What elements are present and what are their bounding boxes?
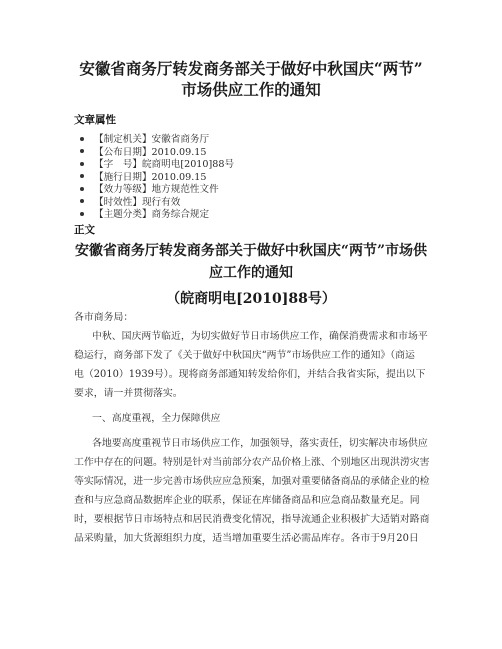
attributes-heading: 文章属性 bbox=[74, 114, 116, 126]
document-number: （皖商明电[2010]88号） bbox=[166, 291, 336, 307]
paragraph-line: 要求，请一并贯彻落实。 bbox=[74, 388, 183, 399]
paragraph-line: 各地要高度重视节日市场供应工作，加强领导，落实责任，切实解决市场供应 bbox=[92, 438, 428, 449]
bullet-icon bbox=[80, 187, 84, 191]
attribute-text: 【施行日期】2010.09.15 bbox=[94, 171, 207, 183]
bullet-icon bbox=[80, 212, 84, 216]
paragraph-line: 时，要根据节日市场特点和居民消费变化情况，指导流通企业积极扩大适销对路商 bbox=[74, 514, 430, 525]
bullet-icon bbox=[80, 174, 84, 178]
document-title-line-1: 安徽省商务厅转发商务部关于做好中秋国庆“两节” bbox=[79, 59, 423, 78]
paragraph-line: 工作中存在的问题。特别是针对当前部分农产品价格上涨、个别地区出现洪涝灾害 bbox=[74, 457, 430, 468]
attributes-list bbox=[80, 134, 234, 222]
attribute-text: 【公布日期】2010.09.15 bbox=[94, 146, 207, 158]
paragraph-line: 等实际情况，进一步完善市场供应应急预案，加强对重要储备商品的承储企业的检 bbox=[74, 476, 430, 487]
attribute-item bbox=[80, 159, 234, 172]
paragraph-line: 稳运行，商务部下发了《关于做好中秋国庆“两节”市场供应工作的通知》（商运 bbox=[74, 350, 415, 361]
attribute-item bbox=[80, 134, 234, 147]
paragraph-line: 电（2010）1939号）。现将商务部通知转发给你们，并结合我省实际，提出以下 bbox=[74, 369, 426, 380]
paragraph-line: 中秋、国庆两节临近，为切实做好节日市场供应工作，确保消费需求和市场平 bbox=[92, 331, 428, 342]
bullet-icon bbox=[80, 137, 84, 141]
attribute-item bbox=[80, 172, 234, 185]
attribute-item bbox=[80, 147, 234, 160]
attribute-text: 【制定机关】安徽省商务厅 bbox=[94, 134, 210, 145]
attribute-text: 【效力等级】地方规范性文件 bbox=[94, 184, 219, 195]
paragraph-line: 品采购量，加大货源组织力度，适当增加重要生活必需品库存。各市于9月20日 bbox=[74, 533, 419, 544]
body-title bbox=[60, 240, 442, 284]
paragraph-line: 各市商务局： bbox=[74, 312, 134, 323]
paragraph-line: 查和与应急商品数据库企业的联系，保证在库储备商品和应急商品数量充足。同 bbox=[74, 495, 420, 506]
body-title-line-2: 应工作的通知 bbox=[209, 265, 293, 281]
attribute-item bbox=[80, 184, 234, 197]
bullet-icon bbox=[80, 162, 84, 166]
attribute-text: 【主题分类】商务综合规定 bbox=[94, 209, 210, 220]
document-title-line-2: 市场供应工作的通知 bbox=[181, 80, 321, 99]
document-title bbox=[40, 58, 462, 100]
attribute-item bbox=[80, 209, 234, 222]
bullet-icon bbox=[80, 149, 84, 153]
bullet-icon bbox=[80, 199, 84, 203]
attribute-text: 【字 号】皖商明电[2010]88号 bbox=[94, 159, 235, 170]
attribute-item bbox=[80, 197, 234, 210]
attribute-text: 【时效性】现行有效 bbox=[94, 196, 181, 208]
body-title-line-1: 安徽省商务厅转发商务部关于做好中秋国庆“两节”市场供 bbox=[74, 243, 428, 259]
section-heading: 一、高度重视，全力保障供应 bbox=[92, 413, 221, 424]
body-heading: 正文 bbox=[74, 224, 95, 236]
